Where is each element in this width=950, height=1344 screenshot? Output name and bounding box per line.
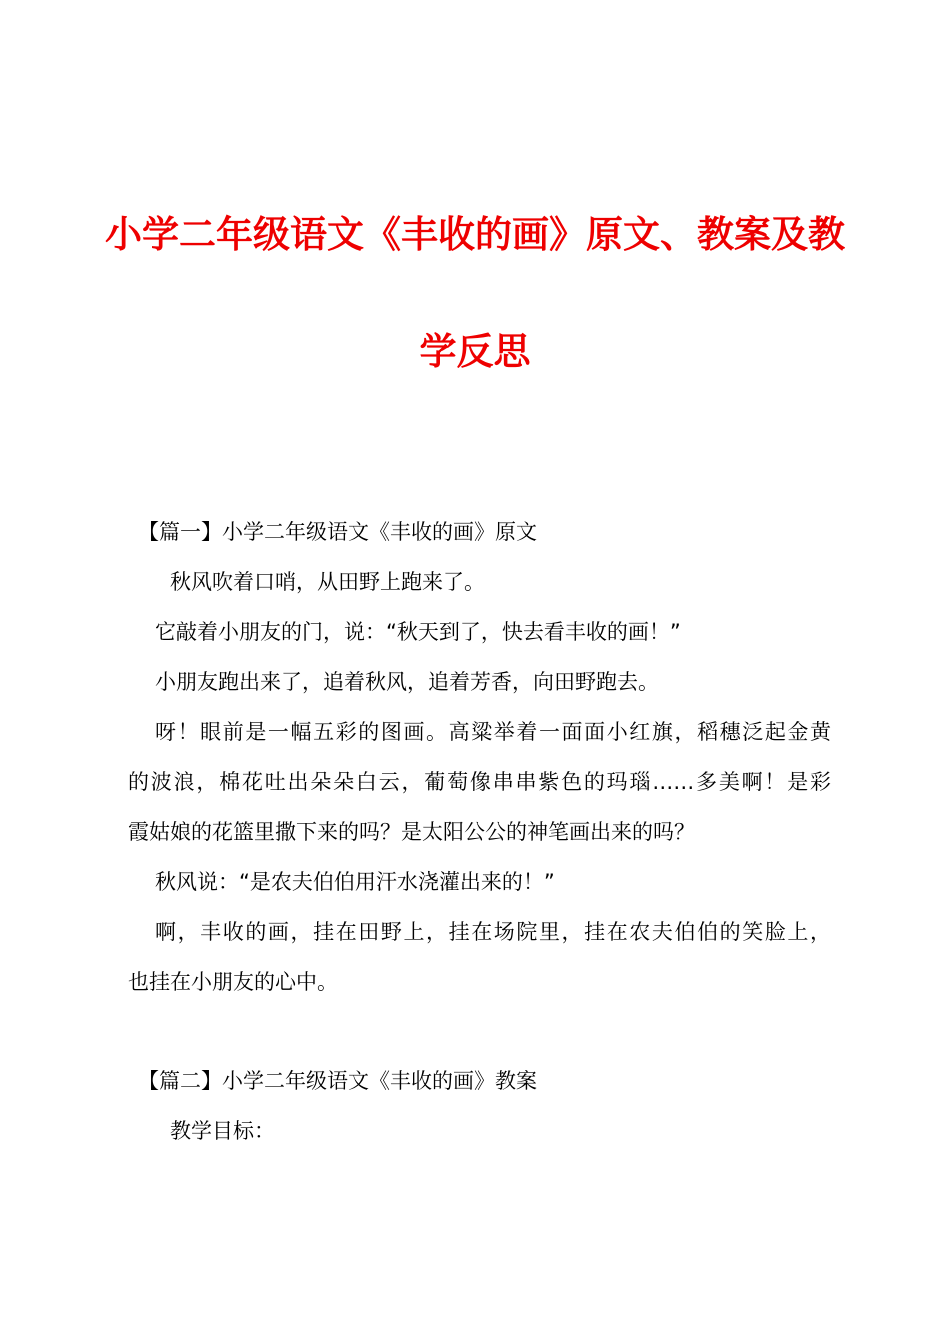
paragraph-line: 的波浪，棉花吐出朵朵白云，葡萄像串串紫色的玛瑙……多美啊！是彩 (128, 770, 831, 794)
paragraph-line: 啊，丰收的画，挂在田野上，挂在场院里，挂在农夫伯伯的笑脸上， (155, 920, 831, 944)
document-title-line-2: 学反思 (419, 330, 531, 373)
paragraph-line: 霞姑娘的花篮里撒下来的吗？是太阳公公的神笔画出来的吗？ (128, 820, 695, 844)
paragraph-line: 也挂在小朋友的心中。 (128, 970, 338, 994)
document-title-line-1: 小学二年级语文《丰收的画》原文、教案及教 (105, 213, 845, 256)
section2-heading: 【篇二】小学二年级语文《丰收的画》教案 (138, 1069, 537, 1093)
paragraph-line: 它敲着小朋友的门，说：“秋天到了，快去看丰收的画！” (155, 620, 681, 644)
paragraph-line: 呀！眼前是一幅五彩的图画。高粱举着一面面小红旗，稻穗泛起金黄 (155, 720, 831, 744)
paragraph-line: 秋风吹着口哨，从田野上跑来了。 (170, 570, 485, 594)
paragraph-line: 小朋友跑出来了，追着秋风，追着芳香，向田野跑去。 (155, 670, 659, 694)
section1-heading: 【篇一】小学二年级语文《丰收的画》原文 (138, 520, 537, 544)
paragraph-line: 教学目标： (170, 1119, 275, 1143)
paragraph-line: 秋风说：“是农夫伯伯用汗水浇灌出来的！” (155, 870, 555, 894)
